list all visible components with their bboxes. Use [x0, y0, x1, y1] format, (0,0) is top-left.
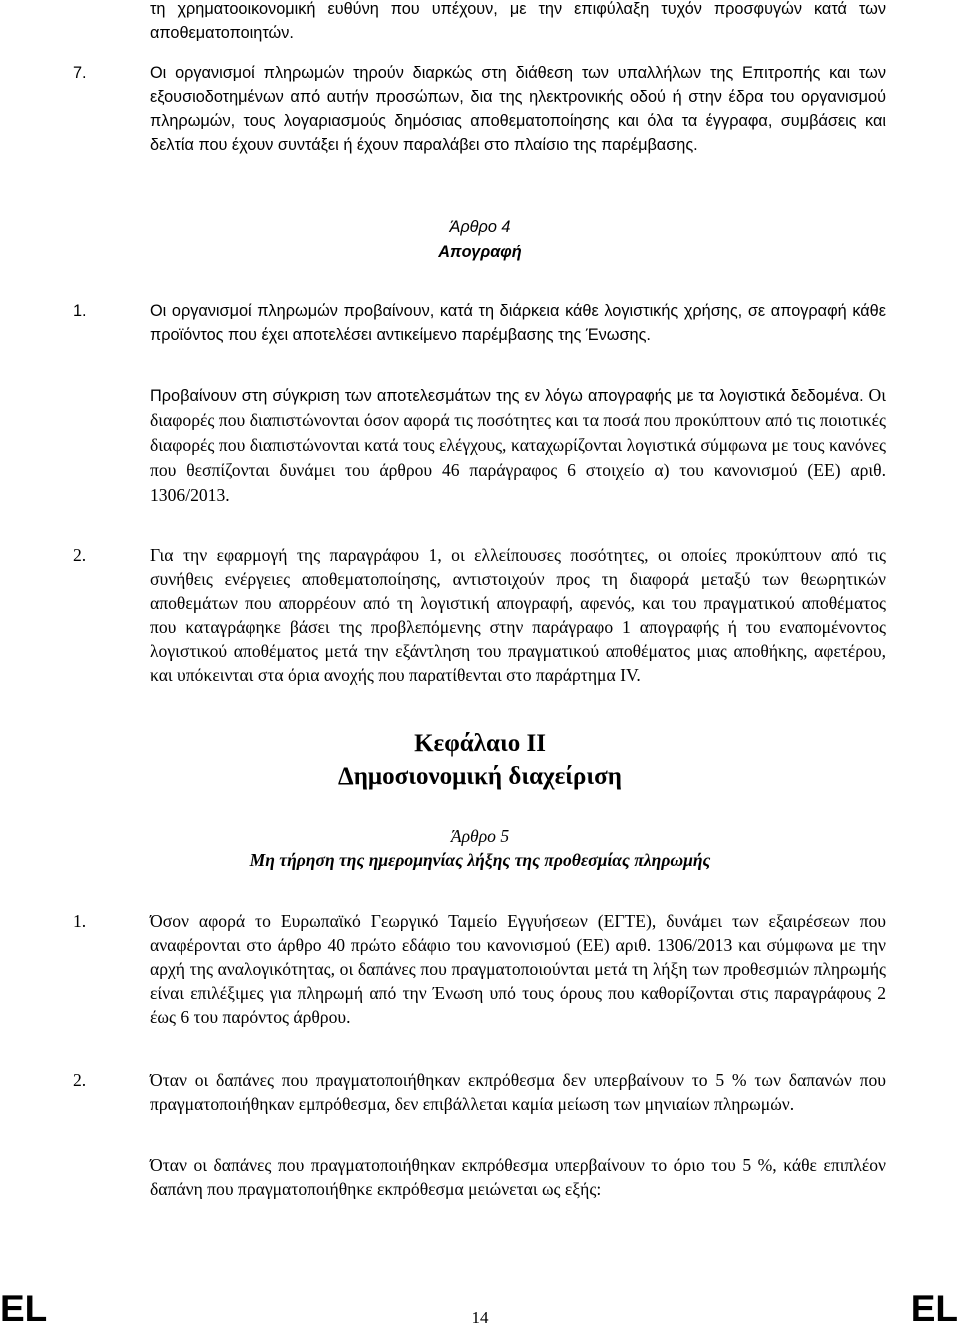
paragraph-1b-rest: Οι διαφορές που διαπιστώνονται όσον αφορά τις ποσότητες και τα ποσά που προκύπτουν από τις ποιοτικές διαφορές που διαπιστώνονται κατά τους ελέγχους, καταχωρίζονται λογιστικά σύμφωνα με τους κανόνες που θεσπίζονται δυνάμει του άρθρου 46 παράγραφος 6 στοιχείο α) του κανονισμού (ΕΕ) αριθ. 1306/2013.	[150, 385, 886, 505]
article-5-paragraph-2-number: 2.	[73, 1070, 87, 1090]
article-4-paragraph-2-number: 2.	[73, 545, 87, 565]
article-5-paragraph-1-number: 1.	[73, 911, 87, 931]
chapter-number: Κεφάλαιο II	[414, 730, 546, 757]
article-4-paragraph-2: Για την εφαρμογή της παραγράφου 1, οι ελλείπουσες ποσότητες, οι οποίες προκύπτουν από τις συνήθεις ενέργειες αποθεματοποίησης, αντιστοιχούν προς τη διαφορά μεταξύ των θεωρητικών αποθεμάτων που απορρέουν από τη λογιστική απογραφή, αφενός, και του πραγματικού αποθέματος που καταγράφηκε βάσει της προβλεπόμενης στην παράγραφο 1 απογραφής ή του εναπομένοντος λογιστικού αποθέματος μετά την εξάντληση του πραγματικού αποθέματος μιας αποθήκης, αφετέρου, και υπόκεινται στα όρια ανοχής που παρατίθενται στο παράρτημα IV.	[150, 545, 886, 685]
article-4-paragraph-1-number: 1.	[73, 302, 87, 320]
article-5-paragraph-2: Όταν οι δαπάνες που πραγματοποιήθηκαν εκπρόθεσμα δεν υπερβαίνουν το 5 % των δαπανών που πραγματοποιήθηκαν εμπρόθεσμα, δεν επιβάλλεται καμία μείωση των μηνιαίων πληρωμών.	[150, 1070, 886, 1114]
paragraph-7-text: Οι οργανισμοί πληρωμών τηρούν διαρκώς στη διάθεση των υπαλλήλων της Επιτροπής και των εξουσιοδοτημένων από αυτήν προσώπων, δια της ηλεκτρονικής οδού ή στην έδρα του οργανισμού πληρωμών, τους λογαριασμούς δημόσιας αποθεματοποίησης και όλα τα έγγραφα, συμβάσεις και δελτία που έχουν συντάξει ή έχουν παραλάβει στο πλαίσιο της παρέμβασης.	[150, 64, 886, 154]
article-4-paragraph-1: Οι οργανισμοί πληρωμών προβαίνουν, κατά τη διάρκεια κάθε λογιστικής χρήσης, σε απογραφή κάθε προϊόντος που έχει αποτελέσει αντικείμενο παρέμβασης της Ένωσης.	[150, 302, 886, 344]
footer-page-number: 14	[471, 1308, 489, 1327]
paragraph-1b-lead: Προβαίνουν στη σύγκριση των αποτελεσμάτων της εν λόγω απογραφής με τα λογιστικά δεδομένα.	[150, 387, 864, 405]
article-5-paragraph-1: Όσον αφορά το Ευρωπαϊκό Γεωργικό Ταμείο Εγγυήσεων (ΕΓΤΕ), δυνάμει των εξαιρέσεων που αναφέρονται στο άρθρο 40 πρώτο εδάφιο του κανονισμού (ΕΕ) αριθ. 1306/2013 και σύμφωνα με την αρχή της αναλογικότητας, οι δαπάνες που πραγματοποιούνται μετά τη λήξη των προθεσμιών πληρωμής είναι επιλέξιμες για πληρωμή από την Ένωση υπό τους όρους που καθορίζονται στις παραγράφους 2 έως 6 του παρόντος άρθρου.	[150, 911, 886, 1027]
article-5-number: Άρθρο 5	[450, 826, 510, 846]
article-4-paragraph-1b	[150, 384, 886, 509]
article-4-title: Απογραφή	[438, 243, 522, 261]
intro-tail-paragraph: τη χρηματοοικονομική ευθύνη που υπέχουν, με την επιφύλαξη τυχόν προσφυγών κατά των αποθεματοποιητών.	[150, 0, 886, 42]
article-5-title: Μη τήρηση της ημερομηνίας λήξης της προθεσμίας πληρωμής	[249, 850, 711, 870]
footer-language-left: EL	[0, 1288, 48, 1329]
footer-language-right: EL	[910, 1288, 958, 1329]
article-5-paragraph-2b: Όταν οι δαπάνες που πραγματοποιήθηκαν εκπρόθεσμα υπερβαίνουν το όριο του 5 %, κάθε επιπλέον δαπάνη που πραγματοποιήθηκε εκπρόθεσμα μειώνεται ως εξής:	[150, 1155, 886, 1199]
article-4-number: Άρθρο 4	[449, 218, 511, 236]
chapter-title: Δημοσιονομική διαχείριση	[338, 763, 622, 790]
paragraph-7-number: 7.	[73, 64, 87, 82]
